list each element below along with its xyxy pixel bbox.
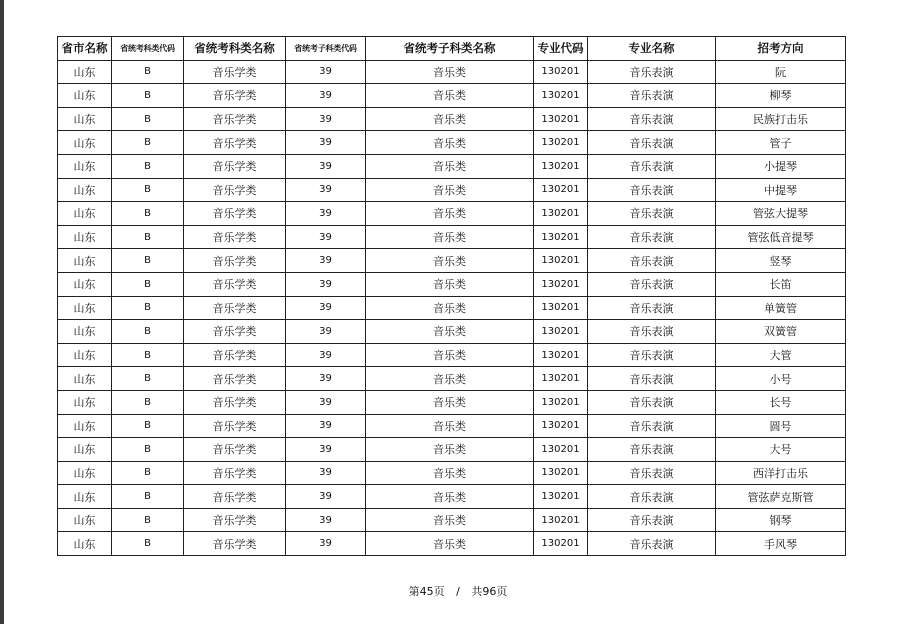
cell-province: 山东 xyxy=(58,320,112,344)
cell-province: 山东 xyxy=(58,414,112,438)
cell-major-code: 130201 xyxy=(534,272,588,296)
cell-exam-direction: 大管 xyxy=(716,343,846,367)
cell-category-code: B xyxy=(112,272,184,296)
cell-category-code: B xyxy=(112,461,184,485)
cell-major-code: 130201 xyxy=(534,178,588,202)
cell-province: 山东 xyxy=(58,84,112,108)
cell-major-name: 音乐表演 xyxy=(588,438,716,462)
cell-exam-direction: 小提琴 xyxy=(716,154,846,178)
table-row xyxy=(58,249,846,273)
cell-major-code: 130201 xyxy=(534,296,588,320)
cell-province: 山东 xyxy=(58,131,112,155)
cell-major-name: 音乐表演 xyxy=(588,320,716,344)
cell-major-name: 音乐表演 xyxy=(588,272,716,296)
cell-subcategory-code: 39 xyxy=(286,178,366,202)
cell-category-name: 音乐学类 xyxy=(184,178,286,202)
cell-major-name: 音乐表演 xyxy=(588,107,716,131)
cell-category-code: B xyxy=(112,178,184,202)
cell-category-code: B xyxy=(112,532,184,556)
admissions-table xyxy=(57,36,846,556)
cell-category-code: B xyxy=(112,320,184,344)
cell-major-code: 130201 xyxy=(534,508,588,532)
cell-exam-direction: 阮 xyxy=(716,60,846,84)
cell-subcategory-name: 音乐类 xyxy=(366,508,534,532)
cell-subcategory-code: 39 xyxy=(286,320,366,344)
cell-major-name: 音乐表演 xyxy=(588,249,716,273)
cell-subcategory-name: 音乐类 xyxy=(366,154,534,178)
cell-subcategory-name: 音乐类 xyxy=(366,390,534,414)
cell-subcategory-name: 音乐类 xyxy=(366,60,534,84)
cell-province: 山东 xyxy=(58,272,112,296)
cell-province: 山东 xyxy=(58,296,112,320)
cell-exam-direction: 民族打击乐 xyxy=(716,107,846,131)
cell-category-code: B xyxy=(112,367,184,391)
cell-category-code: B xyxy=(112,131,184,155)
cell-major-code: 130201 xyxy=(534,249,588,273)
cell-major-name: 音乐表演 xyxy=(588,508,716,532)
cell-major-name: 音乐表演 xyxy=(588,202,716,226)
cell-category-name: 音乐学类 xyxy=(184,60,286,84)
cell-subcategory-code: 39 xyxy=(286,343,366,367)
cell-exam-direction: 圆号 xyxy=(716,414,846,438)
cell-subcategory-code: 39 xyxy=(286,508,366,532)
page-number: 第45页 xyxy=(408,585,445,598)
cell-major-code: 130201 xyxy=(534,390,588,414)
cell-subcategory-code: 39 xyxy=(286,390,366,414)
cell-category-code: B xyxy=(112,249,184,273)
page-footer xyxy=(0,583,916,599)
cell-category-code: B xyxy=(112,508,184,532)
table-row xyxy=(58,367,846,391)
cell-province: 山东 xyxy=(58,154,112,178)
cell-subcategory-code: 39 xyxy=(286,461,366,485)
cell-exam-direction: 中提琴 xyxy=(716,178,846,202)
cell-exam-direction: 管弦大提琴 xyxy=(716,202,846,226)
cell-category-code: B xyxy=(112,390,184,414)
cell-subcategory-name: 音乐类 xyxy=(366,367,534,391)
cell-category-name: 音乐学类 xyxy=(184,508,286,532)
cell-major-name: 音乐表演 xyxy=(588,60,716,84)
cell-category-code: B xyxy=(112,296,184,320)
cell-subcategory-code: 39 xyxy=(286,107,366,131)
cell-major-name: 音乐表演 xyxy=(588,225,716,249)
cell-subcategory-code: 39 xyxy=(286,249,366,273)
cell-category-name: 音乐学类 xyxy=(184,485,286,509)
table-row xyxy=(58,154,846,178)
cell-province: 山东 xyxy=(58,508,112,532)
cell-category-name: 音乐学类 xyxy=(184,414,286,438)
cell-category-name: 音乐学类 xyxy=(184,296,286,320)
cell-province: 山东 xyxy=(58,202,112,226)
cell-province: 山东 xyxy=(58,438,112,462)
cell-category-code: B xyxy=(112,225,184,249)
cell-category-name: 音乐学类 xyxy=(184,272,286,296)
cell-subcategory-code: 39 xyxy=(286,532,366,556)
cell-province: 山东 xyxy=(58,461,112,485)
cell-exam-direction: 手风琴 xyxy=(716,532,846,556)
cell-subcategory-code: 39 xyxy=(286,154,366,178)
cell-province: 山东 xyxy=(58,367,112,391)
cell-exam-direction: 竖琴 xyxy=(716,249,846,273)
cell-subcategory-code: 39 xyxy=(286,84,366,108)
cell-province: 山东 xyxy=(58,178,112,202)
table-row xyxy=(58,178,846,202)
cell-exam-direction: 长笛 xyxy=(716,272,846,296)
cell-subcategory-code: 39 xyxy=(286,296,366,320)
cell-major-code: 130201 xyxy=(534,202,588,226)
cell-exam-direction: 管子 xyxy=(716,131,846,155)
cell-subcategory-name: 音乐类 xyxy=(366,178,534,202)
cell-province: 山东 xyxy=(58,390,112,414)
cell-subcategory-name: 音乐类 xyxy=(366,225,534,249)
cell-major-code: 130201 xyxy=(534,154,588,178)
cell-subcategory-name: 音乐类 xyxy=(366,438,534,462)
table-row xyxy=(58,320,846,344)
cell-major-code: 130201 xyxy=(534,320,588,344)
cell-subcategory-name: 音乐类 xyxy=(366,84,534,108)
cell-category-code: B xyxy=(112,84,184,108)
cell-province: 山东 xyxy=(58,532,112,556)
table-header-row xyxy=(58,37,846,61)
cell-major-name: 音乐表演 xyxy=(588,178,716,202)
cell-province: 山东 xyxy=(58,343,112,367)
cell-exam-direction: 双簧管 xyxy=(716,320,846,344)
cell-major-name: 音乐表演 xyxy=(588,131,716,155)
header-province: 省市名称 xyxy=(58,37,112,61)
table-row xyxy=(58,532,846,556)
cell-major-code: 130201 xyxy=(534,60,588,84)
scan-left-edge xyxy=(0,0,4,624)
cell-subcategory-name: 音乐类 xyxy=(366,414,534,438)
cell-province: 山东 xyxy=(58,60,112,84)
cell-major-code: 130201 xyxy=(534,131,588,155)
cell-province: 山东 xyxy=(58,225,112,249)
cell-major-code: 130201 xyxy=(534,438,588,462)
header-category-name: 省统考科类名称 xyxy=(184,37,286,61)
cell-category-code: B xyxy=(112,202,184,226)
table-row xyxy=(58,343,846,367)
page-total: 共96页 xyxy=(471,585,508,598)
cell-category-name: 音乐学类 xyxy=(184,367,286,391)
cell-exam-direction: 大号 xyxy=(716,438,846,462)
header-exam-direction: 招考方向 xyxy=(716,37,846,61)
cell-category-code: B xyxy=(112,485,184,509)
cell-category-name: 音乐学类 xyxy=(184,343,286,367)
cell-major-code: 130201 xyxy=(534,343,588,367)
page-separator: / xyxy=(456,585,460,598)
cell-subcategory-code: 39 xyxy=(286,438,366,462)
cell-major-name: 音乐表演 xyxy=(588,343,716,367)
cell-exam-direction: 钢琴 xyxy=(716,508,846,532)
header-subcategory-code: 省统考子科类代码 xyxy=(286,37,366,61)
cell-major-name: 音乐表演 xyxy=(588,532,716,556)
header-category-code: 省统考科类代码 xyxy=(112,37,184,61)
table-row xyxy=(58,508,846,532)
cell-category-code: B xyxy=(112,414,184,438)
table-row xyxy=(58,60,846,84)
cell-subcategory-name: 音乐类 xyxy=(366,532,534,556)
cell-category-name: 音乐学类 xyxy=(184,320,286,344)
cell-province: 山东 xyxy=(58,249,112,273)
table-row xyxy=(58,390,846,414)
cell-category-name: 音乐学类 xyxy=(184,154,286,178)
table-row xyxy=(58,131,846,155)
cell-category-name: 音乐学类 xyxy=(184,249,286,273)
cell-subcategory-name: 音乐类 xyxy=(366,107,534,131)
cell-major-name: 音乐表演 xyxy=(588,296,716,320)
cell-subcategory-code: 39 xyxy=(286,485,366,509)
cell-exam-direction: 单簧管 xyxy=(716,296,846,320)
cell-subcategory-name: 音乐类 xyxy=(366,343,534,367)
cell-category-code: B xyxy=(112,343,184,367)
cell-major-code: 130201 xyxy=(534,225,588,249)
cell-major-code: 130201 xyxy=(534,461,588,485)
cell-exam-direction: 西洋打击乐 xyxy=(716,461,846,485)
cell-subcategory-name: 音乐类 xyxy=(366,131,534,155)
cell-category-name: 音乐学类 xyxy=(184,532,286,556)
cell-province: 山东 xyxy=(58,485,112,509)
header-major-name: 专业名称 xyxy=(588,37,716,61)
cell-subcategory-name: 音乐类 xyxy=(366,461,534,485)
cell-category-name: 音乐学类 xyxy=(184,202,286,226)
cell-category-code: B xyxy=(112,438,184,462)
cell-major-name: 音乐表演 xyxy=(588,154,716,178)
table-row xyxy=(58,296,846,320)
cell-subcategory-code: 39 xyxy=(286,202,366,226)
header-major-code: 专业代码 xyxy=(534,37,588,61)
cell-exam-direction: 柳琴 xyxy=(716,84,846,108)
cell-subcategory-name: 音乐类 xyxy=(366,272,534,296)
cell-exam-direction: 小号 xyxy=(716,367,846,391)
cell-category-code: B xyxy=(112,60,184,84)
cell-subcategory-code: 39 xyxy=(286,225,366,249)
cell-major-name: 音乐表演 xyxy=(588,461,716,485)
cell-major-code: 130201 xyxy=(534,532,588,556)
cell-category-name: 音乐学类 xyxy=(184,131,286,155)
cell-subcategory-name: 音乐类 xyxy=(366,249,534,273)
cell-category-code: B xyxy=(112,107,184,131)
cell-major-code: 130201 xyxy=(534,84,588,108)
cell-subcategory-name: 音乐类 xyxy=(366,485,534,509)
cell-province: 山东 xyxy=(58,107,112,131)
table-body xyxy=(58,60,846,555)
table-row xyxy=(58,84,846,108)
table-row xyxy=(58,225,846,249)
cell-subcategory-name: 音乐类 xyxy=(366,320,534,344)
cell-major-code: 130201 xyxy=(534,414,588,438)
cell-category-name: 音乐学类 xyxy=(184,107,286,131)
table-row xyxy=(58,272,846,296)
cell-subcategory-code: 39 xyxy=(286,414,366,438)
cell-subcategory-code: 39 xyxy=(286,272,366,296)
table-row xyxy=(58,438,846,462)
cell-major-name: 音乐表演 xyxy=(588,84,716,108)
cell-subcategory-code: 39 xyxy=(286,60,366,84)
table-row xyxy=(58,107,846,131)
table-row xyxy=(58,414,846,438)
cell-category-name: 音乐学类 xyxy=(184,390,286,414)
cell-subcategory-code: 39 xyxy=(286,367,366,391)
cell-major-name: 音乐表演 xyxy=(588,485,716,509)
cell-subcategory-code: 39 xyxy=(286,131,366,155)
cell-category-name: 音乐学类 xyxy=(184,225,286,249)
cell-major-code: 130201 xyxy=(534,107,588,131)
cell-exam-direction: 管弦低音提琴 xyxy=(716,225,846,249)
cell-subcategory-name: 音乐类 xyxy=(366,296,534,320)
header-subcategory-name: 省统考子科类名称 xyxy=(366,37,534,61)
cell-major-name: 音乐表演 xyxy=(588,414,716,438)
table-row xyxy=(58,485,846,509)
cell-major-name: 音乐表演 xyxy=(588,367,716,391)
cell-major-name: 音乐表演 xyxy=(588,390,716,414)
cell-exam-direction: 长号 xyxy=(716,390,846,414)
cell-category-name: 音乐学类 xyxy=(184,84,286,108)
cell-major-code: 130201 xyxy=(534,485,588,509)
table-row xyxy=(58,202,846,226)
cell-subcategory-name: 音乐类 xyxy=(366,202,534,226)
cell-major-code: 130201 xyxy=(534,367,588,391)
cell-category-name: 音乐学类 xyxy=(184,461,286,485)
cell-exam-direction: 管弦萨克斯管 xyxy=(716,485,846,509)
cell-category-name: 音乐学类 xyxy=(184,438,286,462)
cell-category-code: B xyxy=(112,154,184,178)
table-row xyxy=(58,461,846,485)
